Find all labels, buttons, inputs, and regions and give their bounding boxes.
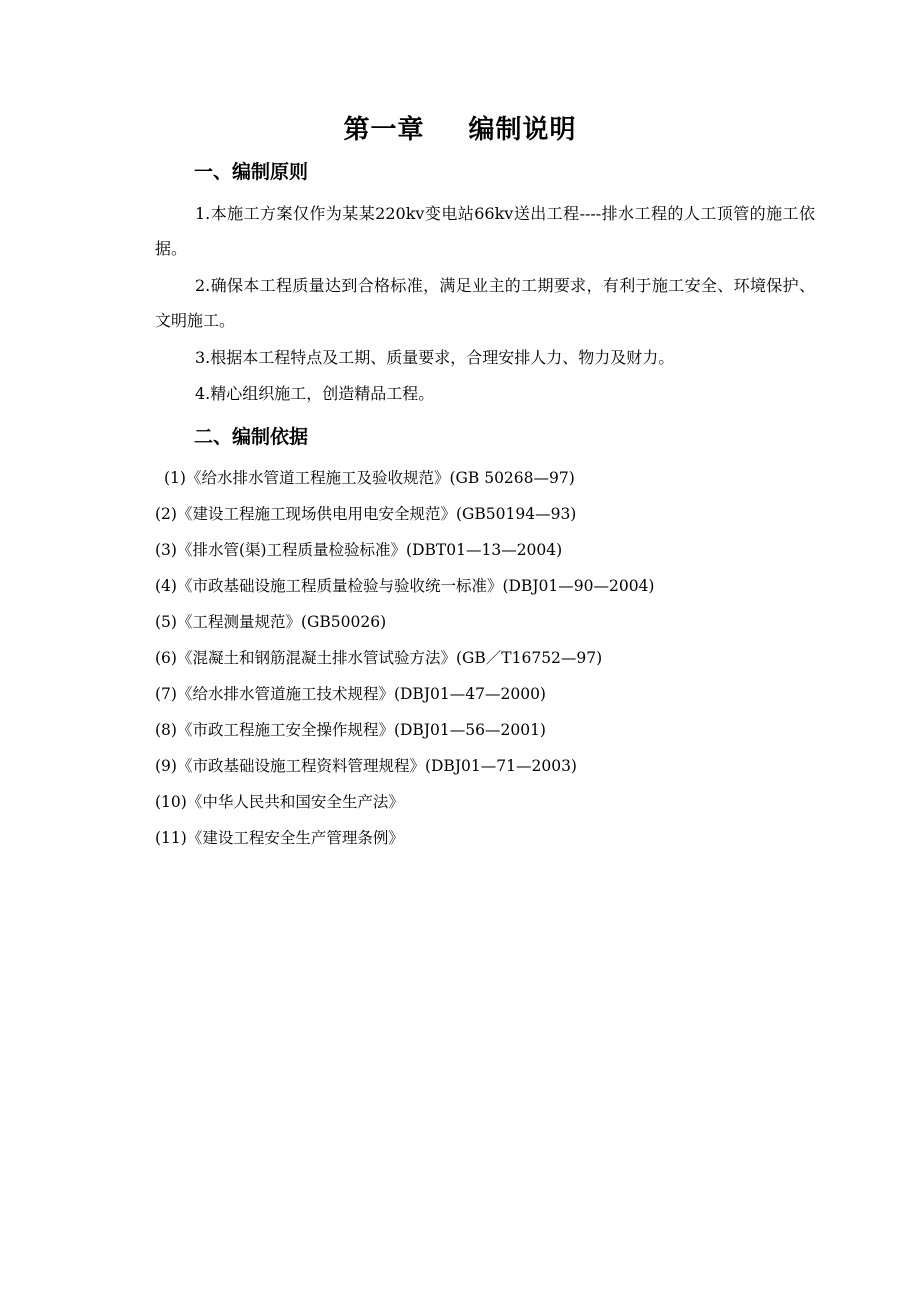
reference-list: [155, 460, 835, 856]
principle-paragraph: 3.根据本工程特点及工期、质量要求，合理安排人力、物力及财力。: [195, 348, 675, 367]
principle-paragraph: 2.确保本工程质量达到合格标准，满足业主的工期要求，有利于施工安全、环境保护、文明施工。: [155, 276, 815, 330]
reference-item: (6)《混凝土和钢筋混凝土排水管试验方法》(GB／T16752—97): [155, 649, 603, 667]
reference-item: (10)《中华人民共和国安全生产法》: [155, 793, 404, 811]
principle-paragraph: 1.本施工方案仅作为某某220kv变电站66kv送出工程----排水工程的人工顶管的施工依据。: [155, 204, 815, 258]
reference-item: (9)《市政基础设施工程资料管理规程》(DBJ01—71—2003): [155, 757, 577, 775]
section-heading-principles: 一、编制原则: [194, 161, 309, 183]
chapter-number: 第一章: [343, 115, 425, 145]
reference-item: (4)《市政基础设施工程质量检验与验收统一标准》(DBJ01—90—2004): [155, 577, 655, 595]
reference-item: (5)《工程测量规范》(GB50026): [155, 613, 387, 631]
reference-item: (1)《给水排水管道工程施工及验收规范》(GB 50268—97): [164, 469, 575, 487]
chapter-title: [0, 110, 920, 150]
reference-item: (3)《排水管(渠)工程质量检验标准》(DBT01—13—2004): [155, 541, 563, 559]
section-heading-basis: 二、编制依据: [194, 426, 309, 448]
reference-item: (2)《建设工程施工现场供电用电安全规范》(GB50194—93): [155, 505, 577, 523]
reference-item: (11)《建设工程安全生产管理条例》: [155, 829, 404, 847]
principle-paragraph: 4.精心组织施工，创造精品工程。: [195, 384, 435, 403]
chapter-name: 编制说明: [468, 115, 577, 145]
reference-item: (8)《市政工程施工安全操作规程》(DBJ01—56—2001): [155, 721, 546, 739]
reference-item: (7)《给水排水管道施工技术规程》(DBJ01—47—2000): [155, 685, 546, 703]
